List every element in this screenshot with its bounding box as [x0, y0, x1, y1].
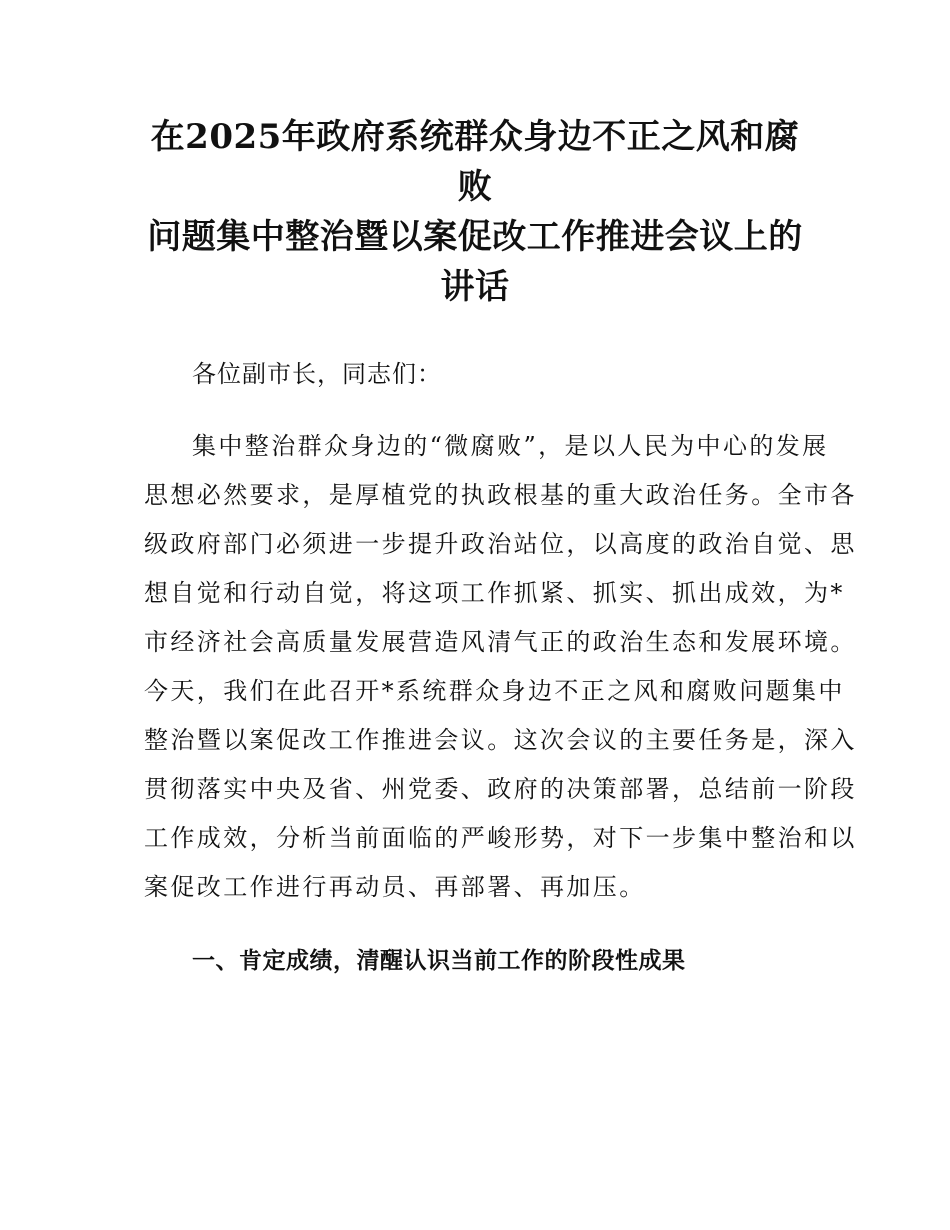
paragraph-line: 贯彻落实中央及省、州党委、政府的决策部署，总结前一阶段	[144, 775, 857, 803]
paragraph-line: 想自觉和行动自觉，将这项工作抓紧、抓实、抓出成效，为*	[144, 579, 845, 607]
paragraph-line: 级政府部门必须进一步提升政治站位，以高度的政治自觉、思	[144, 530, 857, 558]
title-line: 讲话	[440, 267, 510, 307]
paragraph-line: 集中整治群众身边的“微腐败”，是以人民为中心的发展	[192, 432, 829, 460]
paragraph-line: 市经济社会高质量发展营造风清气正的政治生态和发展环境。	[144, 628, 857, 656]
title-line: 在2025年政府系统群众身边不正之风和腐败	[150, 117, 800, 207]
paragraph-line: 思想必然要求，是厚植党的执政根基的重大政治任务。全市各	[144, 481, 857, 509]
paragraph-line: 今天，我们在此召开*系统群众身边不正之风和腐败问题集中	[144, 677, 845, 705]
section-heading: 一、肯定成绩，清醒认识当前工作的阶段性成果	[192, 948, 686, 974]
paragraph-line: 工作成效，分析当前面临的严峻形势，对下一步集中整治和以	[144, 824, 857, 852]
paragraph-line: 案促改工作进行再动员、再部署、再加压。	[144, 873, 646, 901]
intro-paragraph	[144, 422, 857, 912]
document-title	[140, 112, 810, 312]
title-line: 问题集中整治暨以案促改工作推进会议上的	[147, 217, 803, 257]
document-body	[144, 348, 857, 986]
salutation: 各位副市长，同志们：	[192, 360, 442, 388]
paragraph-line: 整治暨以案促改工作推进会议。这次会议的主要任务是，深入	[144, 726, 857, 754]
